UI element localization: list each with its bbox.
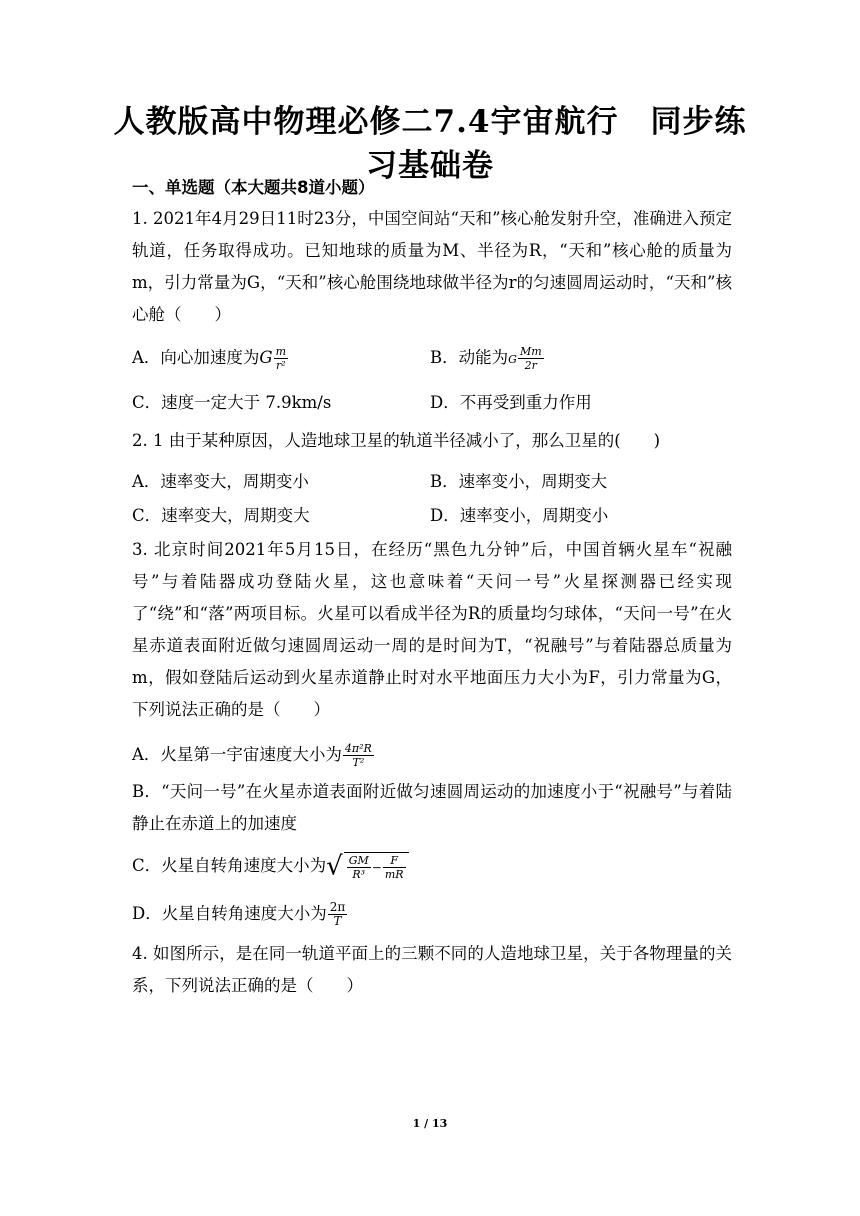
fraction bbox=[518, 345, 544, 372]
question-3-option-c bbox=[132, 852, 409, 881]
fraction bbox=[383, 854, 406, 881]
option-c-text: C．火星自转角速度大小为 bbox=[132, 856, 327, 875]
option-b-text: B．动能为 bbox=[430, 348, 509, 367]
question-3-stem: 3. 北京时间2021年5月15日，在经历“黑色九分钟”后，中国首辆火星车“祝融号”与着陆器成功登陆火星，这也意味着“天问一号”火星探测器已经实现了“绕”和“落”两项目标。火星可以看成半径为R的质量均匀球体，“天问一号”在火星赤道表面附近做匀速圆周运动一周的是时间为T，“祝融号”与着陆器总质量为m，假如登陆后运动到火星赤道静止时对水平地面压力大小为F，引力常量为G，下列说法正确的是（ ） bbox=[132, 540, 732, 719]
fraction-numerator: GM bbox=[348, 854, 369, 867]
option-a-text: A．向心加速度为 bbox=[132, 348, 260, 367]
fraction-denominator: T² bbox=[352, 756, 365, 769]
fraction bbox=[343, 742, 374, 769]
question-1-option-d: D．不再受到重力作用 bbox=[430, 393, 592, 412]
radicand bbox=[344, 852, 409, 881]
question-2-option-b: B．速率变小，周期变大 bbox=[430, 472, 608, 491]
fraction-numerator: F bbox=[383, 854, 406, 868]
question-2-option-a: A．速率变大，周期变小 bbox=[132, 472, 309, 491]
section-heading: 一、单选题（本大题共8道小题） bbox=[132, 178, 375, 197]
fraction-denominator: R³ bbox=[352, 868, 366, 881]
question-1-option-b bbox=[430, 344, 545, 372]
question-1-option-a bbox=[132, 344, 289, 372]
minus-sign: − bbox=[371, 860, 382, 875]
formula-coefficient: G bbox=[508, 353, 517, 366]
question-2-option-d: D．速率变小，周期变小 bbox=[430, 506, 609, 525]
fraction bbox=[274, 345, 288, 372]
question-1-option-c: C．速度一定大于 7.9km/s bbox=[132, 393, 332, 412]
question-2-option-c: C．速率变大，周期变大 bbox=[132, 506, 310, 525]
fraction-denominator: 2r bbox=[524, 359, 537, 372]
fraction bbox=[328, 901, 348, 928]
question-3-option-b: B．“天问一号”在火星赤道表面附近做匀速圆周运动的加速度小于“祝融号”与着陆静止在赤道上的加速度 bbox=[132, 782, 732, 833]
fraction bbox=[347, 854, 371, 881]
fraction-denominator: r² bbox=[275, 359, 286, 372]
fraction-numerator: Mm bbox=[519, 345, 542, 358]
question-3-option-a bbox=[132, 741, 375, 769]
page-number: 1 / 13 bbox=[412, 1117, 448, 1130]
option-d-text: D．火星自转角速度大小为 bbox=[132, 904, 327, 923]
fraction-denominator: mR bbox=[384, 868, 404, 881]
question-3-option-d bbox=[132, 900, 348, 928]
document-title: 人教版高中物理必修二7.4宇宙航行 同步练习基础卷 bbox=[113, 104, 747, 184]
fraction-numerator: 4π²R bbox=[344, 742, 372, 755]
question-1-stem: 1. 2021年4月29日11时23分，中国空间站“天和”核心舱发射升空，准确进入预定轨道，任务取得成功。已知地球的质量为M、半径为R，“天和”核心舱的质量为m，引力常量为G，“天和”核心舱围绕地球做半径为r的匀速圆周运动时，“天和”核心舱（ ） bbox=[132, 209, 732, 324]
formula-coefficient: G bbox=[259, 348, 273, 367]
fraction-numerator: 2π bbox=[329, 900, 346, 914]
question-4-stem: 4. 如图所示，是在同一轨道平面上的三颗不同的人造地球卫星，关于各物理量的关系，下列说法正确的是（ ） bbox=[132, 944, 732, 995]
question-2-stem: 2. 1 由于某种原因，人造地球卫星的轨道半径减小了，那么卫星的( ) bbox=[132, 431, 661, 450]
option-a-text: A．火星第一宇宙速度大小为 bbox=[132, 745, 342, 764]
fraction-denominator: T bbox=[333, 914, 342, 928]
fraction-numerator: m bbox=[275, 345, 287, 358]
radical-sign: √ bbox=[326, 851, 343, 882]
